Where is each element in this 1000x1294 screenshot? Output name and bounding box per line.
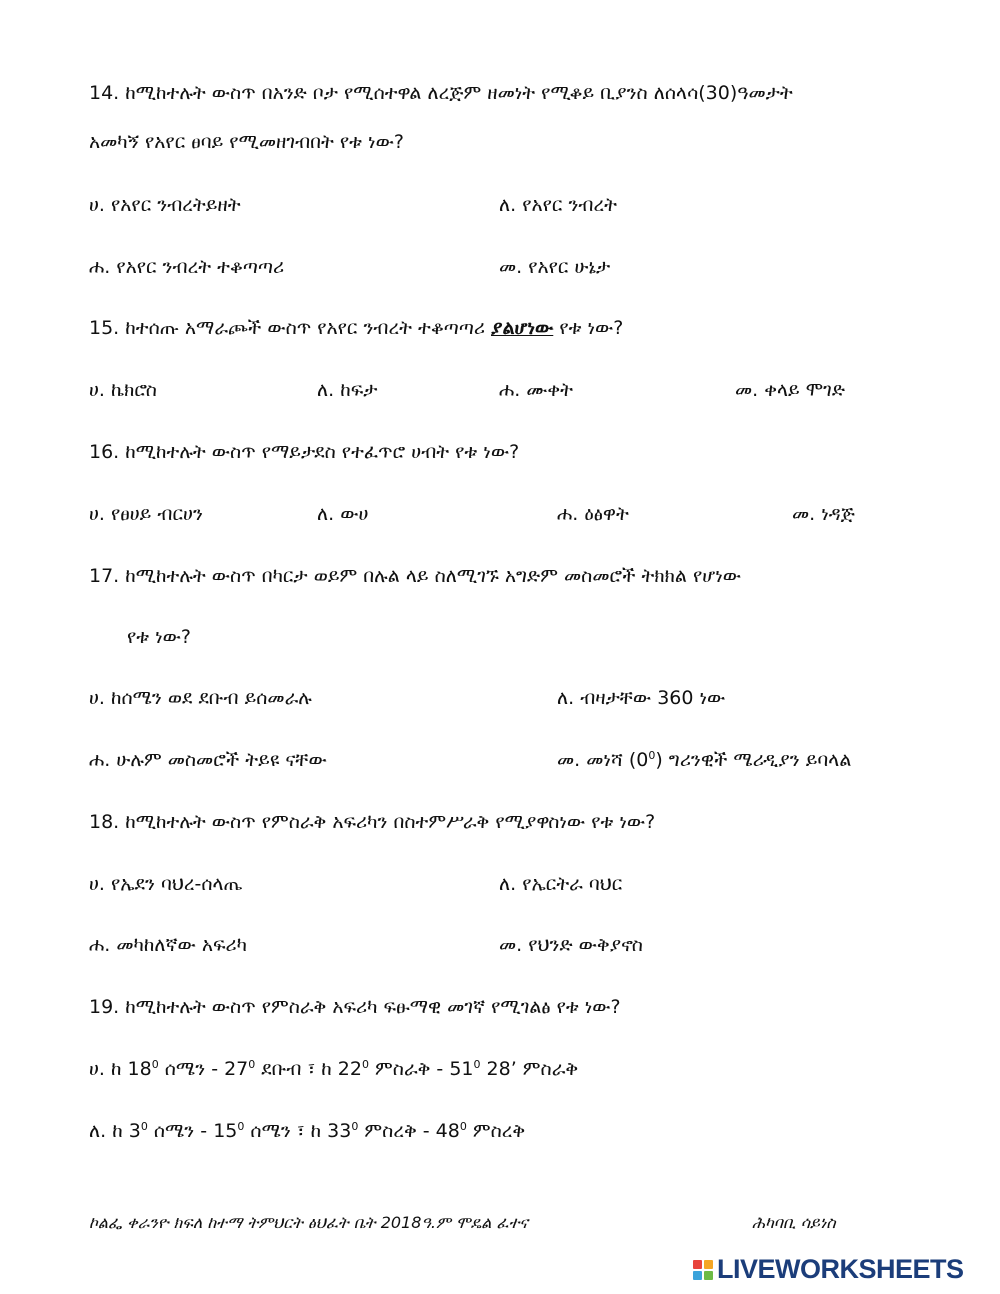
q14-option-b: ለ. የአየር ንብረት bbox=[499, 194, 617, 216]
q18-option-c: ሐ. መካከለኛው አፍሪካ bbox=[89, 934, 247, 956]
logo-tile-1 bbox=[693, 1260, 702, 1269]
liveworksheets-wordmark: LIVEWORKSHEETS bbox=[717, 1254, 964, 1284]
q15-option-d: መ. ቀላይ ሞገድ bbox=[735, 379, 845, 401]
q16-option-c: ሐ. ዕፅዋት bbox=[557, 503, 629, 525]
question-14-text-cont: አመካኝ የአየር ፀባይ የሚመዘገብበት የቱ ነው? bbox=[89, 131, 404, 153]
q17-option-b: ለ. ብዛታቸው 360 ነው bbox=[557, 687, 726, 709]
q16-option-d: መ. ነዳጅ bbox=[792, 503, 855, 525]
q19-option-b: ለ. ከ $3^0$ ሰሜን - $15^0$ ሰሜን ፣ ከ $33^0$ ምስረቅ - $48^0$ ምስረቅ bbox=[89, 1120, 526, 1142]
question-17-text: 17. ከሚከተሉት ውስጥ በካርታ ወይም በሉል ላይ ስለሚገኙ አግድም መስመሮች ትክክል የሆነው bbox=[89, 565, 742, 587]
question-14-text: 14. ከሚከተሉት ውስጥ በአንድ ቦታ የሚሰተዋል ለረጅም ዘመነት የሚቆይ ቢያንስ ለሰላሳ(30)ዓመታት bbox=[89, 82, 793, 104]
q18-option-a: ሀ. የኤደን ባህረ-ሰላጤ bbox=[89, 873, 243, 895]
q16-option-a: ሀ. የፀሀይ ብርሀን bbox=[89, 503, 203, 525]
q17-option-a: ሀ. ከሰሜን ወደ ደቡብ ይሰመራሉ bbox=[89, 687, 312, 709]
q14-option-c: ሐ. የአየር ንብረት ተቆጣጣሪ bbox=[89, 256, 285, 278]
q18-option-b: ለ. የኤርትራ ባህር bbox=[499, 873, 623, 895]
q14-option-d: መ. የአየር ሁኔታ bbox=[499, 256, 611, 278]
q15-option-c: ሐ. ሙቀት bbox=[499, 379, 573, 401]
liveworksheets-logo-icon bbox=[693, 1260, 713, 1280]
question-17-text-cont: የቱ ነው? bbox=[127, 626, 192, 648]
question-15-text: 15. ከተሰጡ አማራጮች ውስጥ የአየር ንብረት ተቆጣጣሪ ያልሆነው የቱ ነው? bbox=[89, 317, 624, 339]
q19-option-a: ሀ. ከ $18^0$ ሰሜን - $27^0$ ደቡብ ፣ ከ $22^0$ ምስራቅ - $51^0$ 28’ ምስራቅ bbox=[89, 1058, 579, 1080]
q17-option-d: መ. መነሻ $(0^0)$ ግሪንዊች ሜሪዲያን ይባላል bbox=[557, 749, 852, 771]
logo-tile-3 bbox=[693, 1271, 702, 1280]
footer-school: ኮልፌ ቀራንዮ ክፍለ ከተማ ትምህርት ፅህፈት ቤት 2018ዓ.ም ሞዴል ፈተና bbox=[89, 1213, 528, 1232]
footer-subject: ሕካባቢ ሳይነስ bbox=[752, 1213, 836, 1232]
q14-option-a: ሀ. የአየር ንብረትይዘት bbox=[89, 194, 241, 216]
logo-tile-4 bbox=[704, 1271, 713, 1280]
q16-option-b: ለ. ውሀ bbox=[317, 503, 369, 525]
question-19-text: 19. ከሚከተሉት ውስጥ የምስራቅ አፍሪካ ፍፁማዊ መገኛ የሚገልፅ የቱ ነው? bbox=[89, 996, 621, 1018]
logo-tile-2 bbox=[704, 1260, 713, 1269]
liveworksheets-logo bbox=[693, 1254, 964, 1285]
question-15-emphasis: ያልሆነው bbox=[491, 317, 554, 339]
q15-option-a: ሀ. ኬክሮስ bbox=[89, 379, 157, 401]
question-16-text: 16. ከሚከተሉት ውስጥ የማይታደስ የተፈጥሮ ሀብት የቱ ነው? bbox=[89, 441, 520, 463]
q18-option-d: መ. የህንድ ውቅያኖስ bbox=[499, 934, 643, 956]
question-18-text: 18. ከሚከተሉት ውስጥ የምስራቅ አፍሪካን በስተምሥራቅ የሚያዋስነው የቱ ነው? bbox=[89, 811, 656, 833]
q17-option-c: ሐ. ሁሉም መስመሮች ትይዩ ናቸው bbox=[89, 749, 327, 771]
q15-option-b: ለ. ከፍታ bbox=[317, 379, 378, 401]
